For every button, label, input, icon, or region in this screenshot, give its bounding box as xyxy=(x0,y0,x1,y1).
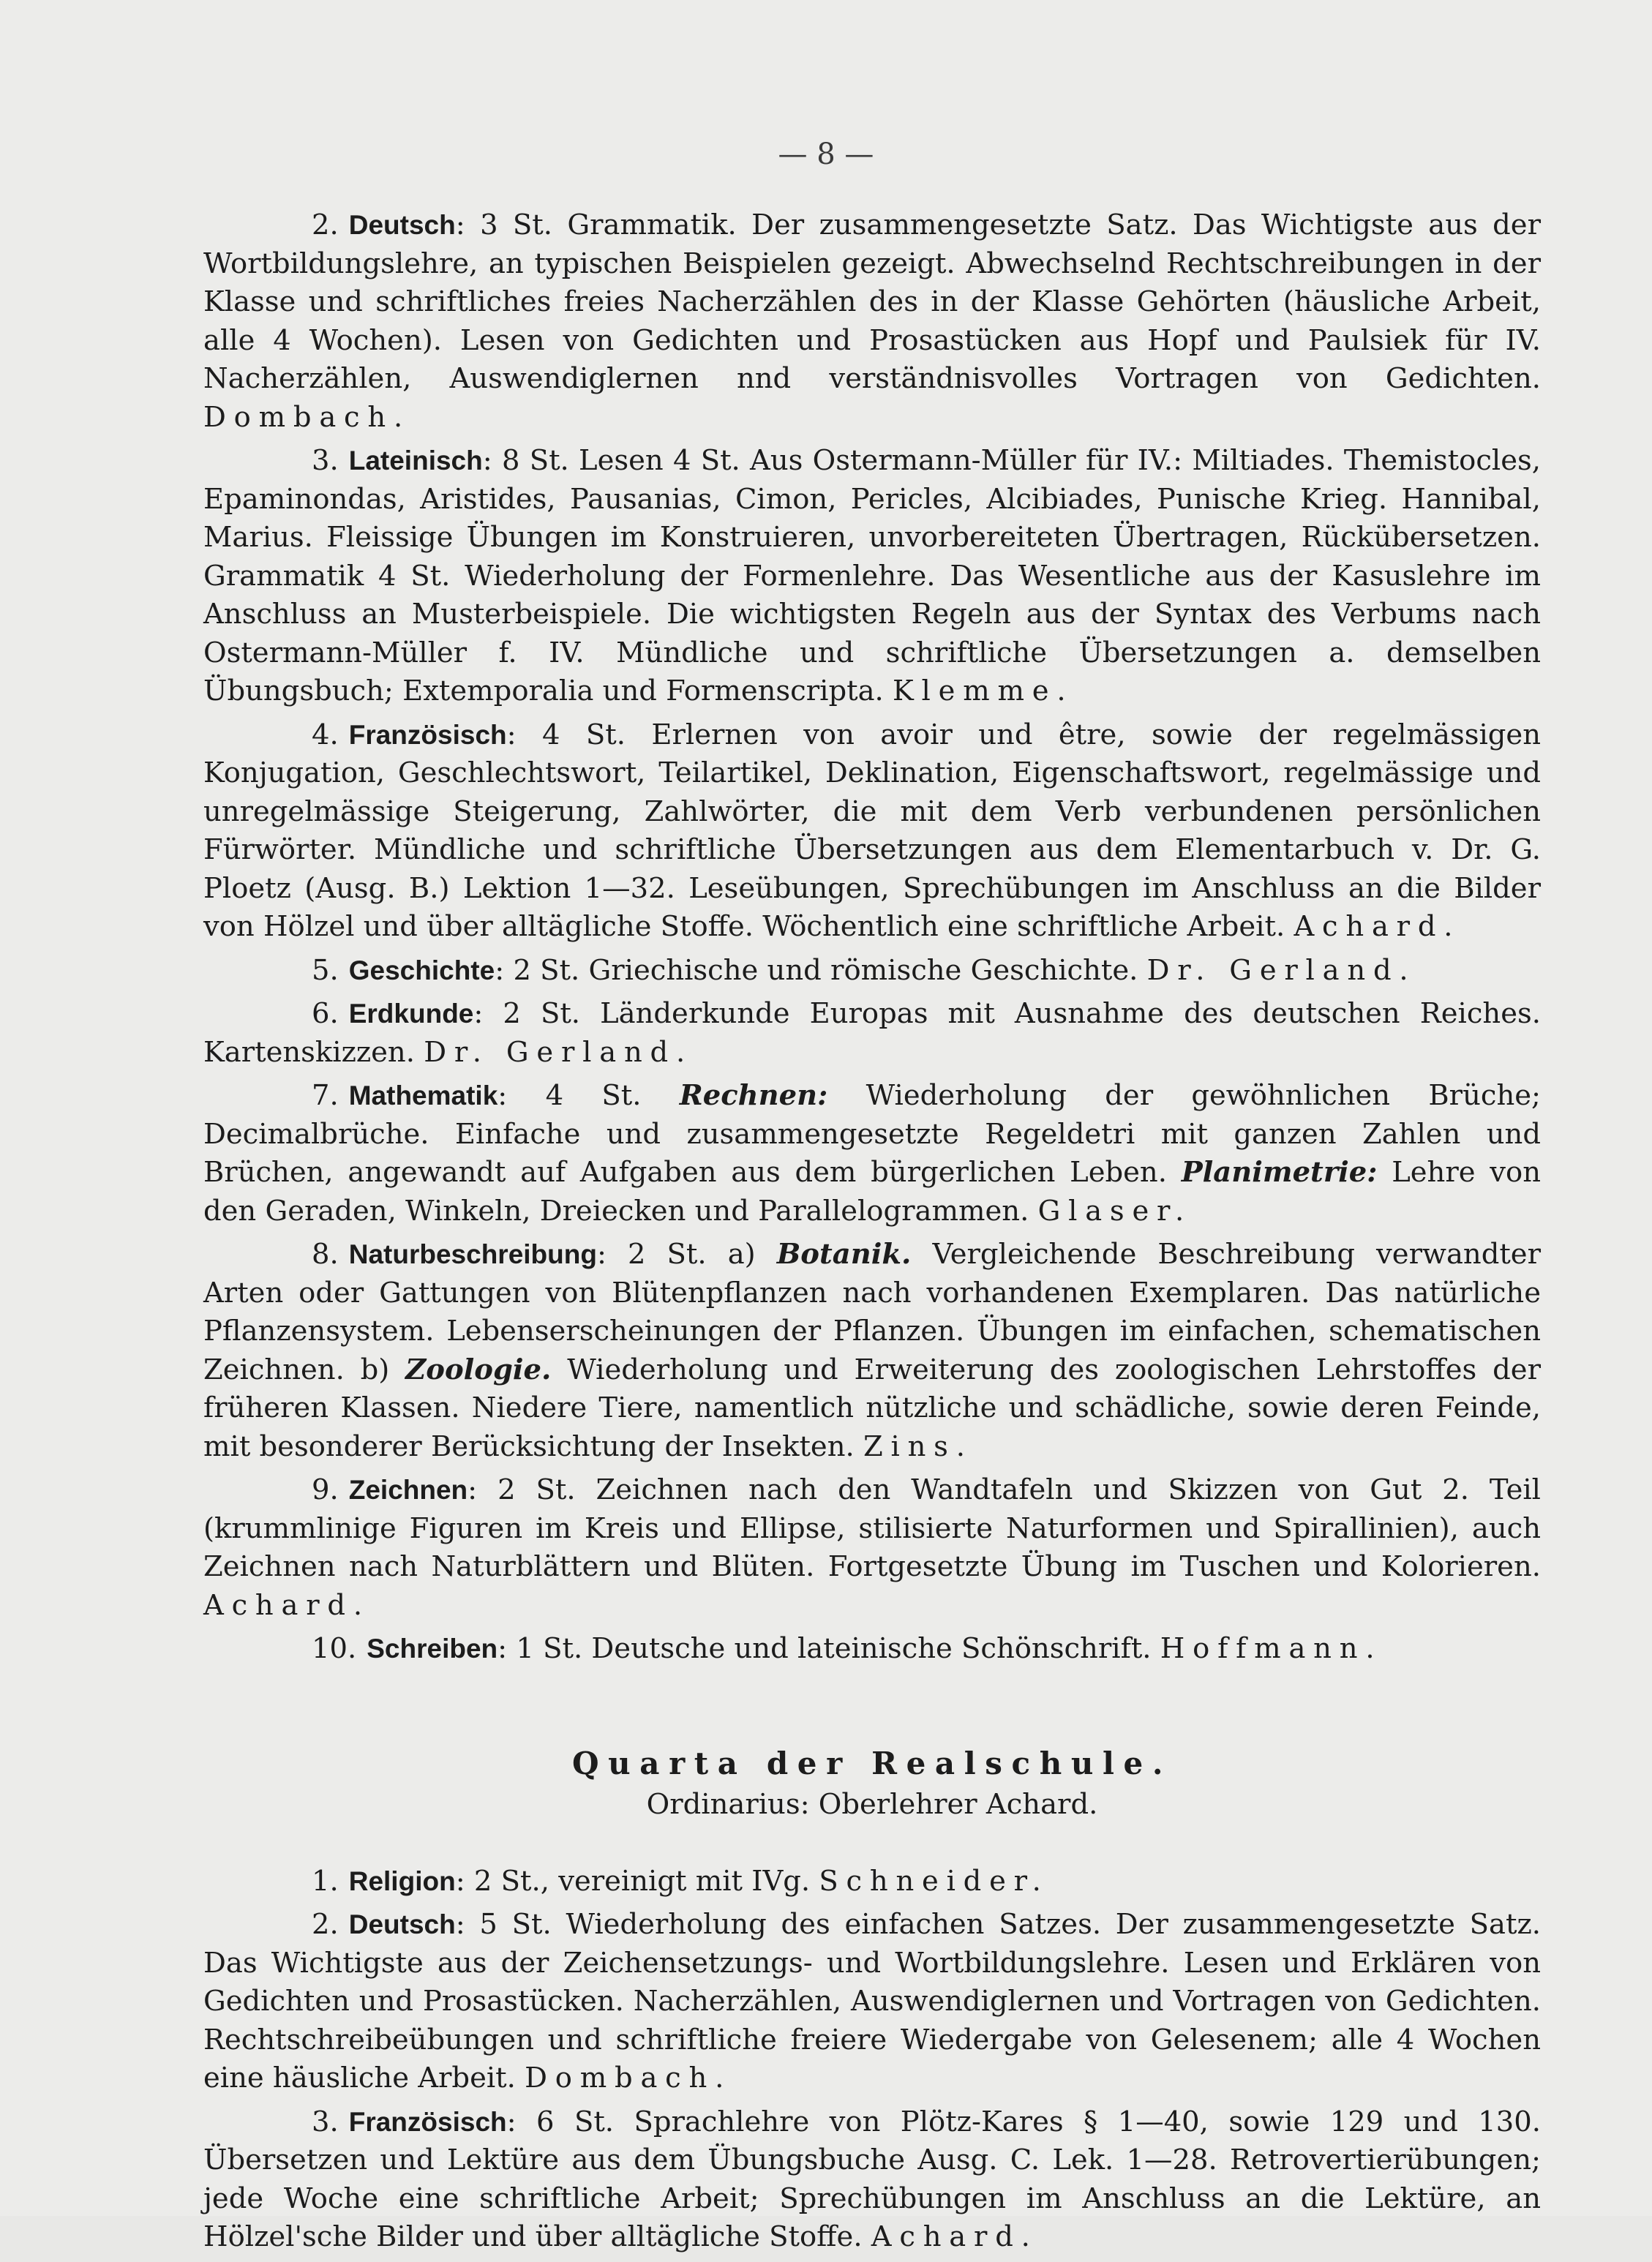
subject-paragraph xyxy=(203,1471,1541,1625)
subject-separator: : xyxy=(482,444,492,477)
description-text: 8 St. Lesen 4 St. Aus Ostermann-Müller für IV.: Miltiades. Themistocles, Epaminondas, Aristides, Pausanias, Cimon, Pericles, Alcibiades, Punische Krieg. Hannibal, Marius. Fleissige Übungen im Konstruieren, unvorbereiteten Übertragen, Rückübersetzen. Grammatik 4 St. Wiederholung der Formenlehre. Das Wesentliche aus der Kasuslehre im Anschluss an Musterbeispiele. Die wichtigsten Regeln aus der Syntax des Verbums nach Ostermann-Müller f. IV. Mündliche und schriftliche Übersetzungen a. demselben Übungsbuch; Extemporalia und Formenscripta. xyxy=(203,444,1541,707)
description-text: 4 St. xyxy=(507,1079,680,1112)
teacher-name: Dr. Gerland. xyxy=(424,1035,693,1069)
subject-name: Schreiben xyxy=(367,1634,498,1664)
section-subheading: Ordinarius: Oberlehrer Achard. xyxy=(646,1788,1098,1821)
subject-number: 1. xyxy=(312,1864,339,1898)
subject-separator: : xyxy=(468,1473,478,1506)
subject-paragraph xyxy=(203,952,1541,991)
subject-number: 6. xyxy=(312,997,339,1030)
curriculum-section-quarta xyxy=(203,206,1541,2262)
subject-paragraph xyxy=(203,2103,1541,2257)
description-text: 2 St., vereinigt mit IVg. xyxy=(465,1864,819,1898)
teacher-name: Achard. xyxy=(203,1588,370,1622)
subject-paragraph xyxy=(203,1863,1541,1901)
subject-separator: : xyxy=(498,1632,508,1665)
subject-separator: : xyxy=(495,953,505,987)
subject-name: Lateinisch xyxy=(348,446,483,476)
subject-name: Deutsch xyxy=(348,210,456,240)
subject-separator: : xyxy=(473,997,484,1030)
description-text: Lehre von den Geraden, Winkeln, Dreiecken und Parallelogrammen. xyxy=(203,1156,1541,1228)
description-text: 5 St. Wiederholung des einfachen Satzes. Der zusammengesetzte Satz. Das Wichtigste aus der Zeichensetzungs- und Wortbildungslehre. Lesen und Erklären von Gedichten und Prosastücken. Nacherzählen, Auswendiglernen und Vortragen von Gedichten. Rechtschreibeübungen und schriftliche freiere Wiedergabe von Gelesenem; alle 4 Wochen eine häusliche Arbeit. xyxy=(203,1908,1541,2094)
subject-separator: : xyxy=(455,208,465,241)
subject-separator: : xyxy=(498,1079,508,1112)
subject-number: 5. xyxy=(312,953,339,987)
subject-number: 9. xyxy=(312,1473,339,1506)
teacher-name: Klemme. xyxy=(893,675,1074,707)
subject-number: 3. xyxy=(312,2105,339,2138)
description-text: 2 St. Griechische und römische Geschichte. xyxy=(504,953,1147,987)
subject-number: 8. xyxy=(312,1238,339,1271)
subject-number: 7. xyxy=(312,1079,339,1112)
subject-separator: : xyxy=(455,1908,465,1941)
subject-separator: : xyxy=(596,1238,607,1271)
teacher-name: Dombach. xyxy=(525,2062,732,2094)
teacher-name: Schneider. xyxy=(819,1864,1049,1898)
page-number: — 8 — xyxy=(778,138,874,171)
topic-label: Rechnen: xyxy=(679,1079,828,1112)
description-text: Vergleichende Beschreibung verwandter Arten oder Gattungen von Blütenpflanzen nach vorhandenen Exemplaren. Das natürliche Pflanzensystem. Lebenserscheinungen der Pflanzen. Übungen im einfachen, schematischen Zeichnen. b) xyxy=(203,1238,1541,1386)
topic-label: Planimetrie: xyxy=(1181,1156,1378,1189)
description-text: 2 St. Länderkunde Europas mit Ausnahme des deutschen Reiches. Kartenskizzen. xyxy=(203,997,1541,1069)
subject-paragraph xyxy=(203,1630,1541,1669)
topic-label: Zoologie. xyxy=(405,1353,552,1386)
subject-paragraph xyxy=(203,716,1541,947)
subject-paragraph xyxy=(203,1906,1541,2098)
subject-name: Religion xyxy=(348,1865,456,1896)
teacher-name: Achard. xyxy=(1294,910,1461,943)
subject-number: 3. xyxy=(312,444,339,477)
subject-separator: : xyxy=(506,718,517,751)
subject-name: Deutsch xyxy=(348,1909,456,1939)
topic-label: Botanik. xyxy=(776,1238,912,1271)
teacher-name: Dr. Gerland. xyxy=(1146,953,1416,987)
subject-paragraph xyxy=(203,442,1541,711)
subject-number: 2. xyxy=(312,1908,339,1941)
subject-name: Mathematik xyxy=(348,1081,498,1111)
description-text: 6 St. Sprachlehre von Plötz-Kares § 1—40, sowie 129 und 130. Übersetzen und Lektüre aus dem Übungsbuche Ausg. C. Lek. 1—28. Retrovertierübungen; jede Woche eine schriftliche Arbeit; Sprechübungen im Anschluss an die Lektüre, an Hölzel'sche Bilder und über alltägliche Stoffe. xyxy=(203,2105,1541,2253)
teacher-name: Hoffmann. xyxy=(1160,1632,1383,1665)
subject-name: Zeichnen xyxy=(348,1475,468,1505)
subject-number: 10. xyxy=(312,1632,357,1665)
subject-paragraph xyxy=(203,995,1541,1072)
description-text: Wiederholung und Erweiterung des zoologischen Lehrstoffes der früheren Klassen. Niedere Tiere, namentlich nützliche und schädliche, sowie deren Feinde, mit besonderer Berücksichtung der Insekten. xyxy=(203,1353,1541,1463)
teacher-name: Zins. xyxy=(863,1429,973,1463)
subject-separator: : xyxy=(455,1864,465,1898)
description-text: 2 St. a) xyxy=(606,1238,777,1271)
subject-name: Geschichte xyxy=(348,955,495,985)
section1-list xyxy=(203,206,1541,1669)
subject-number: 4. xyxy=(312,718,339,751)
section2-list xyxy=(203,1863,1541,2257)
section-heading: Quarta der Realschule. xyxy=(571,1745,1173,1781)
teacher-name: Glaser. xyxy=(1037,1194,1192,1228)
subject-paragraph xyxy=(203,1236,1541,1466)
subject-name: Französisch xyxy=(348,2106,507,2137)
subject-name: Naturbeschreibung xyxy=(348,1239,597,1269)
teacher-name: Dombach. xyxy=(203,400,410,434)
subject-number: 2. xyxy=(312,208,339,241)
subject-paragraph xyxy=(203,1077,1541,1230)
subject-separator: : xyxy=(506,2105,517,2138)
description-text: 4 St. Erlernen von avoir und être, sowie der regelmässigen Konjugation, Geschlechtswort, Teilartikel, Deklination, Eigenschaftswort, regelmässige und unregelmässige Steigerung, Zahlwörter, die mit dem Verb verbundenen persönlichen Fürwörter. Mündliche und schriftliche Übersetzungen aus dem Elementarbuch v. Dr. G. Ploetz (Ausg. B.) Lektion 1—32. Leseübungen, Sprechübungen im Anschluss an die Bilder von Hölzel und über alltägliche Stoffe. Wöchentlich eine schriftliche Arbeit. xyxy=(203,718,1541,943)
description-text: 2 St. Zeichnen nach den Wandtafeln und Skizzen von Gut 2. Teil (krummlinige Figuren im Kreis und Ellipse, stilisierte Naturformen und Spirallinien), auch Zeichnen nach Naturblättern und Blüten. Fortgesetzte Übung im Tuschen und Kolorieren. xyxy=(203,1473,1541,1583)
subject-name: Erdkunde xyxy=(348,999,474,1029)
teacher-name: Achard. xyxy=(871,2220,1038,2253)
subject-paragraph xyxy=(203,206,1541,437)
subject-name: Französisch xyxy=(348,719,507,750)
description-text: 1 St. Deutsche und lateinische Schönschrift. xyxy=(507,1632,1160,1665)
description-text: 3 St. Grammatik. Der zusammengesetzte Satz. Das Wichtigste aus der Wortbildungslehre, an typischen Beispielen gezeigt. Abwechselnd Rechtschreibungen in der Klasse und schriftliches freies Nacherzählen des in der Klasse Gehörten (häusliche Arbeit, alle 4 Wochen). Lesen von Gedichten und Prosastücken aus Hopf und Paulsiek für IV. Nacherzählen, Auswendiglernen nnd verständnisvolles Vortragen von Gedichten. xyxy=(203,208,1541,395)
description-text: Wiederholung der gewöhnlichen Brüche; Decimalbrüche. Einfache und zusammengesetzte Regeldetri mit ganzen Zahlen und Brüchen, angewandt auf Aufgaben aus dem bürgerlichen Leben. xyxy=(203,1079,1541,1189)
